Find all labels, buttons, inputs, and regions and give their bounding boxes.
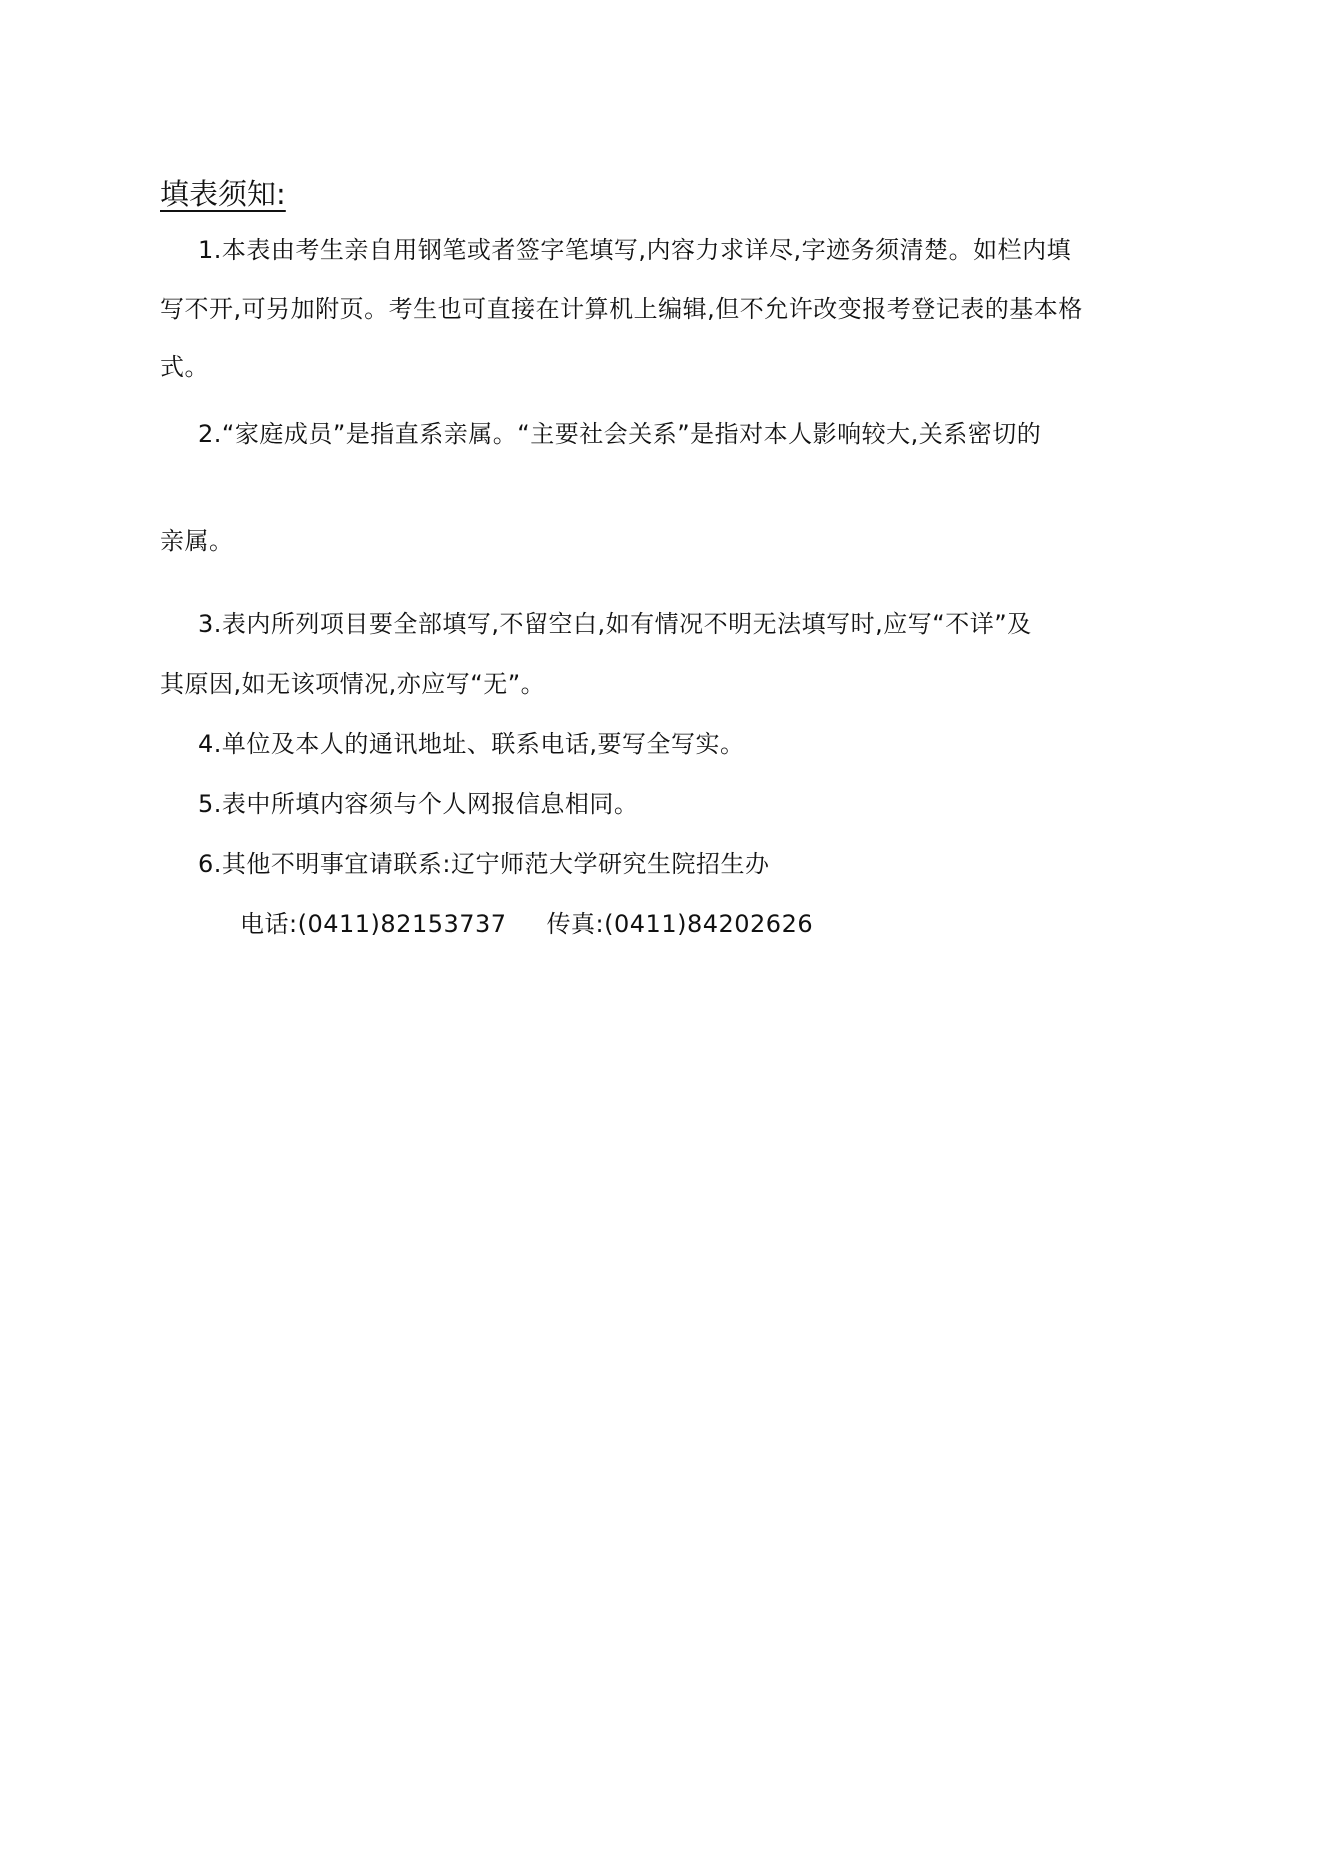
contact-line — [240, 907, 813, 941]
item1-line2: 写不开,可另加附页。考生也可直接在计算机上编辑,但不允许改变报考登记表的基本格 — [160, 295, 1083, 323]
item2-line2: 亲属。 — [160, 527, 234, 555]
item2-line1: 2.“家庭成员”是指直系亲属。“主要社会关系”是指对本人影响较大,关系密切的 — [198, 420, 1042, 448]
item1-line1: 1.本表由考生亲自用钢笔或者签字笔填写,内容力求详尽,字迹务须清楚。如栏内填 — [198, 236, 1072, 264]
item4-line: 4.单位及本人的通讯地址、联系电话,要写全写实。 — [198, 730, 745, 758]
item3-line2: 其原因,如无该项情况,亦应写“无”。 — [160, 670, 546, 698]
notice-title: 填表须知: — [160, 177, 286, 211]
item5-line: 5.表中所填内容须与个人网报信息相同。 — [198, 790, 639, 818]
phone-number: (0411)82153737 — [297, 910, 507, 938]
item6-line: 6.其他不明事宜请联系:辽宁师范大学研究生院招生办 — [198, 850, 770, 878]
item1-line3: 式。 — [160, 353, 209, 381]
fax-number: (0411)84202626 — [604, 910, 814, 938]
fax-label: 传真: — [546, 910, 605, 938]
item3-line1: 3.表内所列项目要全部填写,不留空白,如有情况不明无法填写时,应写“不详”及 — [198, 610, 1032, 638]
phone-label: 电话: — [240, 910, 298, 938]
